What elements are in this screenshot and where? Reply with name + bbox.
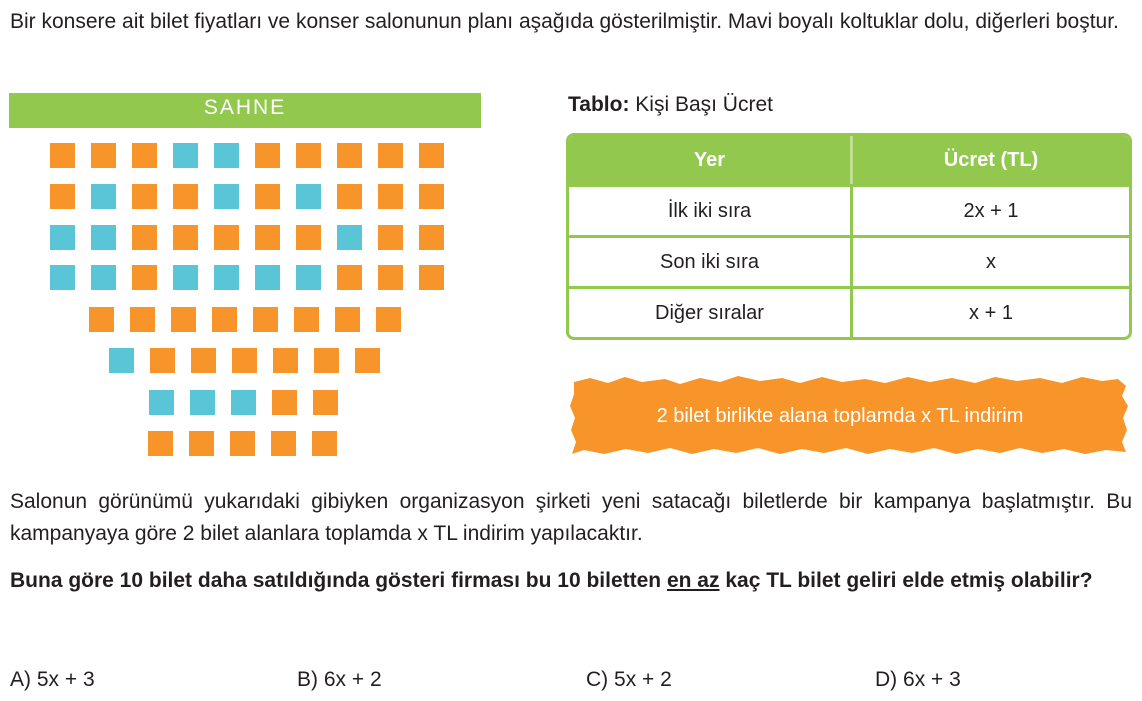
seat-full bbox=[296, 184, 321, 209]
seat-empty bbox=[337, 184, 362, 209]
seating-plan bbox=[0, 0, 560, 470]
seat-full bbox=[50, 265, 75, 290]
seat-full bbox=[255, 265, 280, 290]
seat-full bbox=[91, 184, 116, 209]
seat-full bbox=[337, 225, 362, 250]
intro-text: Bir konsere ait bilet fiyatları ve konser salonunun planı aşağıda gösterilmiştir. Mavi boyalı koltuklar dolu, diğerleri boştur. bbox=[10, 10, 1119, 33]
seat-empty bbox=[255, 143, 280, 168]
seat-full bbox=[214, 143, 239, 168]
option-letter: C) bbox=[586, 668, 609, 691]
option-d[interactable] bbox=[875, 668, 961, 692]
cell-location: İlk iki sıra bbox=[569, 184, 853, 235]
question-part-1: Buna göre 10 bilet daha satıldığında gösteri firması bu 10 biletten bbox=[10, 569, 667, 592]
seat-empty bbox=[378, 265, 403, 290]
seat-empty bbox=[212, 307, 237, 332]
seat-empty bbox=[89, 307, 114, 332]
seat-empty bbox=[214, 225, 239, 250]
table-row bbox=[569, 235, 1129, 286]
option-a[interactable] bbox=[10, 668, 95, 692]
seat-empty bbox=[296, 225, 321, 250]
seat-empty bbox=[130, 307, 155, 332]
seat-empty bbox=[378, 184, 403, 209]
seat-empty bbox=[191, 348, 216, 373]
seat-empty bbox=[419, 265, 444, 290]
seat-empty bbox=[91, 143, 116, 168]
campaign-banner-text: 2 bilet birlikte alana toplamda x TL indirim bbox=[656, 405, 1024, 427]
seat-full bbox=[50, 225, 75, 250]
cell-location: Son iki sıra bbox=[569, 235, 853, 286]
seat-empty bbox=[337, 265, 362, 290]
seat-full bbox=[214, 184, 239, 209]
table-caption bbox=[568, 93, 773, 117]
option-c[interactable] bbox=[586, 668, 672, 692]
table-caption-bold: Tablo: bbox=[568, 93, 630, 116]
seat-empty bbox=[273, 348, 298, 373]
seat-empty bbox=[173, 225, 198, 250]
header-price: Ücret (TL) bbox=[853, 136, 1129, 184]
option-text: 5x + 3 bbox=[36, 668, 95, 691]
seat-empty bbox=[419, 143, 444, 168]
cell-price: x bbox=[853, 235, 1129, 286]
seat-empty bbox=[230, 431, 255, 456]
option-text: 6x + 2 bbox=[323, 668, 382, 691]
table-header-row bbox=[569, 136, 1129, 184]
seat-empty bbox=[271, 431, 296, 456]
campaign-paragraph: Salonun görünümü yukarıdaki gibiyken organizasyon şirketi yeni satacağı biletlerde bir kampanya başlatmıştır. Bu kampanyaya göre 2 bilet alanlara toplamda x TL indirim yapılacaktır. bbox=[10, 490, 1132, 545]
cell-location: Diğer sıralar bbox=[569, 286, 853, 337]
seat-empty bbox=[419, 184, 444, 209]
question-part-2: kaç TL bilet geliri elde etmiş olabilir? bbox=[719, 569, 1093, 592]
seat-empty bbox=[294, 307, 319, 332]
option-letter: D) bbox=[875, 668, 898, 691]
seat-empty bbox=[337, 143, 362, 168]
seat-full bbox=[231, 390, 256, 415]
cell-price: 2x + 1 bbox=[853, 184, 1129, 235]
seat-empty bbox=[132, 265, 157, 290]
seat-full bbox=[173, 265, 198, 290]
seat-empty bbox=[50, 184, 75, 209]
seat-full bbox=[190, 390, 215, 415]
table-row bbox=[569, 184, 1129, 235]
seat-empty bbox=[376, 307, 401, 332]
seat-empty bbox=[232, 348, 257, 373]
seat-full bbox=[91, 265, 116, 290]
seat-empty bbox=[378, 143, 403, 168]
seat-empty bbox=[296, 143, 321, 168]
option-b[interactable] bbox=[297, 668, 382, 692]
seat-full bbox=[173, 143, 198, 168]
seat-empty bbox=[255, 225, 280, 250]
seat-empty bbox=[171, 307, 196, 332]
seat-empty bbox=[148, 431, 173, 456]
seat-full bbox=[296, 265, 321, 290]
seat-empty bbox=[313, 390, 338, 415]
seat-empty bbox=[50, 143, 75, 168]
seat-empty bbox=[272, 390, 297, 415]
table-caption-rest: Kişi Başı Ücret bbox=[629, 93, 773, 116]
stage-label: SAHNE bbox=[9, 93, 481, 128]
seat-empty bbox=[132, 225, 157, 250]
seat-empty bbox=[173, 184, 198, 209]
header-location: Yer bbox=[569, 136, 853, 184]
campaign-banner bbox=[570, 374, 1130, 456]
table-row bbox=[569, 286, 1129, 337]
seat-empty bbox=[189, 431, 214, 456]
seat-empty bbox=[132, 184, 157, 209]
seat-empty bbox=[312, 431, 337, 456]
seat-empty bbox=[355, 348, 380, 373]
seat-empty bbox=[132, 143, 157, 168]
seat-empty bbox=[314, 348, 339, 373]
cell-price: x + 1 bbox=[853, 286, 1129, 337]
option-letter: A) bbox=[10, 668, 31, 691]
option-letter: B) bbox=[297, 668, 318, 691]
seat-empty bbox=[378, 225, 403, 250]
question-text bbox=[10, 564, 1132, 598]
option-text: 5x + 2 bbox=[614, 668, 672, 691]
seat-full bbox=[109, 348, 134, 373]
seat-empty bbox=[150, 348, 175, 373]
seat-empty bbox=[255, 184, 280, 209]
seat-full bbox=[91, 225, 116, 250]
seat-empty bbox=[419, 225, 444, 250]
seat-full bbox=[149, 390, 174, 415]
question-emphasis: en az bbox=[666, 569, 720, 592]
seat-full bbox=[214, 265, 239, 290]
seat-empty bbox=[253, 307, 278, 332]
seat-empty bbox=[335, 307, 360, 332]
option-text: 6x + 3 bbox=[903, 668, 961, 691]
price-table bbox=[566, 133, 1132, 340]
